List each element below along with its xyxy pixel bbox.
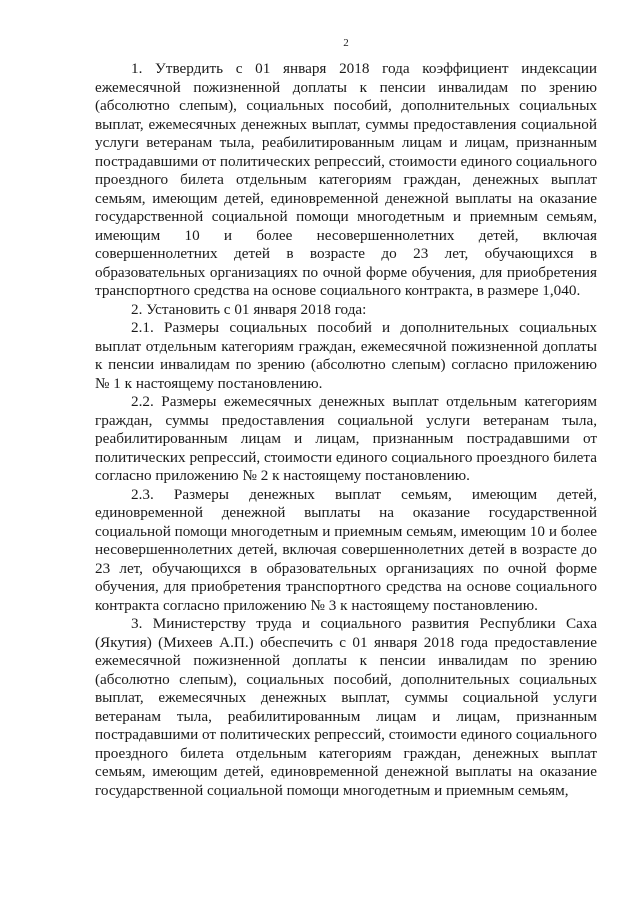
paragraph-2: 2. Установить с 01 января 2018 года: bbox=[131, 300, 367, 318]
paragraph-3: 3. Министерству труда и социального развития Республики Саха (Якутия) (Михеев А.П.) обеспечить с 01 января 2018 года предоставление ежемесячной пожизненной доплаты к пенсии инвалидам по зрению (абсолютно слепым), социальных пособий, дополнительных социальных выплат, ежемесячных денежных выплат, суммы социальной услуги ветеранам тыла, реабилитированным лицам и лицам, признанным пострадавшими от политических репрессий, стоимости единого социального проездного билета отдельным категориям граждан, денежных выплат семьям, имеющим детей, единовременной денежной выплаты на оказание государственной социальной помощи многодетным и приемным семьям, bbox=[95, 615, 597, 799]
paragraph-2-2: 2.2. Размеры ежемесячных денежных выплат отдельным категориям граждан, суммы предоставления социальной услуги ветеранам тыла, реабилитированным лицам и лицам, признанным пострадавшими от политических репрессий, стоимости единого социального проездного билета согласно приложению № 2 к настоящему постановлению. bbox=[95, 393, 597, 484]
paragraph-1: 1. Утвердить с 01 января 2018 года коэффициент индексации ежемесячной пожизненной доплаты к пенсии инвалидам по зрению (абсолютно слепым), социальных пособий, дополнительных социальных выплат, ежемесячных денежных выплат, суммы предоставления социальной услуги ветеранам тыла, реабилитированным лицам и лицам, признанным пострадавшими от политических репрессий, стоимости единого социального проездного билета отдельным категориям граждан, денежных выплат семьям, имеющим детей, единовременной денежной выплаты на оказание государственной социальной помощи многодетным и приемным семьям, имеющим 10 и более несовершеннолетних детей, включая совершеннолетних детей в возрасте до 23 лет, обучающихся в образовательных организациях по очной форме обучения, для приобретения транспортного средства на основе социального контракта, в размере 1,040. bbox=[95, 60, 597, 299]
paragraph-2-1: 2.1. Размеры социальных пособий и дополнительных социальных выплат отдельным категориям граждан, ежемесячной пожизненной доплаты к пенсии инвалидам по зрению (абсолютно слепым) согласно приложению № 1 к настоящему постановлению. bbox=[95, 319, 597, 392]
document-page bbox=[95, 36, 597, 800]
paragraph-2-3: 2.3. Размеры денежных выплат семьям, имеющим детей, единовременной денежной выплаты на оказание государственной социальной помощи многодетным и приемным семьям, имеющим 10 и более несовершеннолетних детей, включая совершеннолетних детей в возрасте до 23 лет, обучающихся в образовательных организациях по очной форме обучения, для приобретения транспортного средства на основе социального контракта согласно приложению № 3 к настоящему постановлению. bbox=[95, 485, 597, 614]
page-number: 2 bbox=[343, 37, 349, 49]
